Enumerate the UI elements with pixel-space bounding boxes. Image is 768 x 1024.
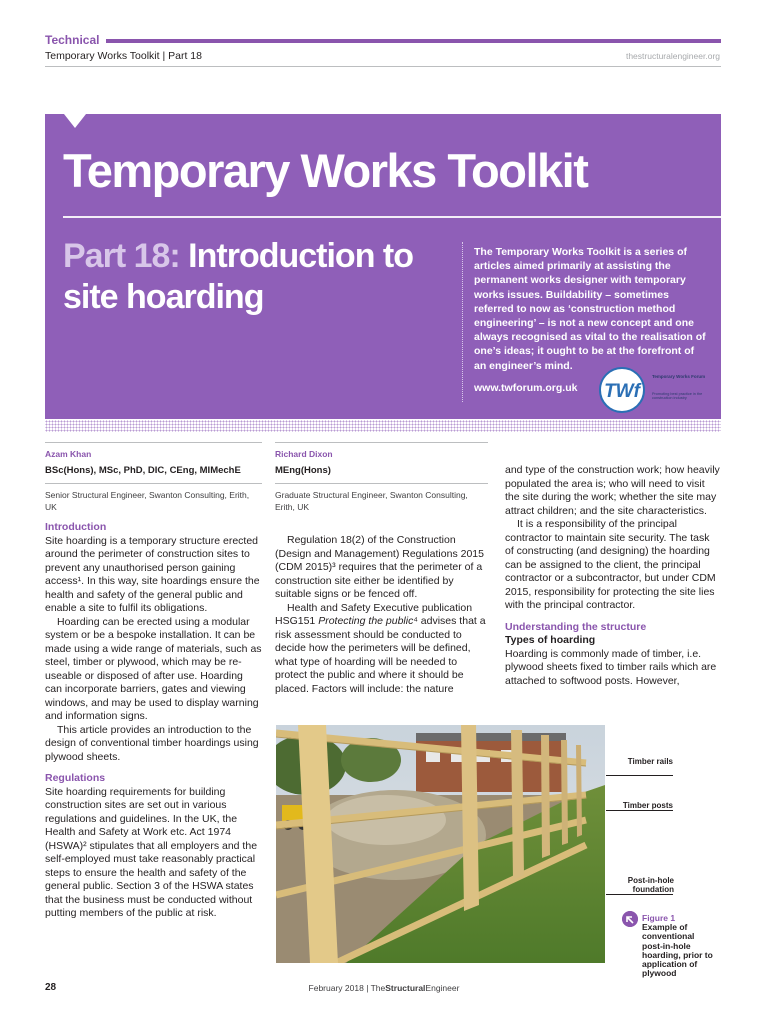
site-url[interactable]: thestructuralengineer.org [625, 51, 720, 61]
series-subtitle: Temporary Works Toolkit | Part 18 [45, 50, 202, 62]
column-2 [275, 442, 488, 696]
label-timber-posts: Timber posts [622, 801, 673, 810]
twf-logo-name: Temporary Works Forum [652, 374, 706, 379]
series-title: Temporary Works Toolkit [63, 144, 588, 197]
twf-logo-mark: TWf [604, 381, 640, 402]
article-title [63, 236, 443, 318]
column-3 [505, 464, 721, 688]
section-heading-structure: Understanding the structure [505, 620, 647, 633]
footer-separator: | [363, 983, 371, 993]
author-name: Azam Khan [45, 449, 92, 459]
label-post-in-hole-foundation: Post-in-hole foundation [627, 876, 674, 894]
author-qualifications: MEng(Hons) [275, 464, 331, 476]
paragraph: Site hoarding requirements for building construction sites are set out in various regulations and guidelines. In the UK, the Health and Safety at Work etc. Act 1974 (HSWA)² stipulates that all employers and the self-employed must take reasonably practical steps to ensure the health and safety of the general public. Section 3 of the HSWA states that the business must be conducted without putting members of the public at risk. [45, 785, 258, 919]
banner-divider [462, 242, 463, 402]
author-top-rule [45, 442, 262, 443]
paragraph: Hoarding can be erected using a modular system or be a bespoke installation. It can be made using a wide range of materials, such as steel, timber or plywood, which may be re-useable or disposed of after use. Hoarding can incorporate barriers, gates and viewing windows, and may be used to display warning and information signs. [45, 615, 262, 722]
figure-caption: Example of conventional post-in-hole hoarding, prior to application of plywood [642, 922, 713, 979]
hoarding-photo [276, 725, 605, 963]
twf-logo [598, 366, 648, 414]
label-timber-rails: Timber rails [627, 757, 673, 766]
page-number: 28 [45, 982, 57, 993]
author-rule [275, 483, 488, 484]
section-heading-introduction: Introduction [45, 521, 107, 533]
header-bar [106, 39, 721, 43]
paragraph [275, 602, 488, 697]
section-heading-regulations: Regulations [45, 772, 106, 784]
paragraph: It is a responsibility of the principal contractor to maintain site security. The task of constructing (and designing) the hoarding can be assigned to the client, the principal contractor or a subcontractor, but under CDM 2015, responsibility for protecting the site lies with the principal contractor. [505, 518, 716, 611]
magazine-name-bold: Structural [385, 983, 426, 993]
section-label: Technical [45, 33, 100, 47]
author-top-rule [275, 442, 488, 443]
magazine-name-pre: The [370, 983, 386, 993]
paragraph: This article provides an introduction to the design of conventional timber hoardings using plywood sheets. [45, 723, 259, 763]
article-title-text: Introduction to site hoarding [63, 237, 414, 316]
author-affiliation: Senior Structural Engineer, Swanton Consulting, Erith, UK [45, 490, 250, 512]
dotted-band [45, 420, 721, 432]
banner-notch [64, 114, 86, 128]
paragraph-text: Health and Safety Executive publication HSG151 [275, 601, 473, 627]
magazine-name-post: Engineer [425, 983, 460, 993]
publication-title: Protecting the public [318, 615, 414, 627]
twf-logo-tagline: Promoting best practice in the construction industry [652, 392, 703, 401]
footer-date: February 2018 [308, 983, 364, 993]
author-affiliation: Graduate Structural Engineer, Swanton Consulting, Erith, UK [275, 490, 468, 512]
paragraph-text: ⁴ advises that a risk assessment should be conducted to decide how the perimeters will be defined, what type of hoarding will be needed to protect the public and where it should be placed. Factors will include: the nature [275, 615, 486, 695]
twf-link[interactable]: www.twforum.org.uk [474, 382, 578, 394]
figure-title: Figure 1 [642, 913, 676, 923]
paragraph: Site hoarding is a temporary structure erected around the perimeter of construction sites to prevent any unauthorised person gaining access¹. In this way, site hoardings ensure the health and safety of the general public and enable a site to fulfil its obligations. [45, 534, 260, 614]
paragraph: and type of the construction work; how heavily populated the area is; who will need to visit the site during the work; whether the site may attract children; and the site characteristics. [505, 464, 720, 517]
banner-rule [63, 216, 721, 218]
author-rule [45, 483, 262, 484]
callout-line [606, 810, 673, 811]
figure-arrow-icon [622, 911, 638, 927]
footer-issue [0, 983, 768, 993]
column-1 [45, 442, 262, 921]
author-qualifications: BSc(Hons), MSc, PhD, DIC, CEng, MIMechE [45, 464, 241, 476]
callout-line [606, 894, 673, 895]
series-blurb: The Temporary Works Toolkit is a series of articles aimed primarily at assisting the permanent works designer with temporary works issues. Buildability – sometimes referred to now as ‘construction method engineering’ – is not a new concept and one always recognised as vital to the realisation of one’s ideas; it ought to be at the forefront of an engineer’s mind. [474, 246, 706, 372]
part-number: Part 18: [63, 237, 180, 275]
header-rule [45, 66, 721, 67]
paragraph: Hoarding is commonly made of timber, i.e. plywood sheets fixed to timber rails which are attached to softwood posts. However, [505, 647, 717, 687]
paragraph: Regulation 18(2) of the Construction (Design and Management) Regulations 2015 (CDM 2015)³ requires that the perimeter of a construction site either be identified by suitable signs or be fenced off. [275, 534, 484, 600]
subheading-types: Types of hoarding [505, 634, 596, 646]
callout-line [606, 775, 673, 776]
author-name: Richard Dixon [275, 449, 333, 459]
